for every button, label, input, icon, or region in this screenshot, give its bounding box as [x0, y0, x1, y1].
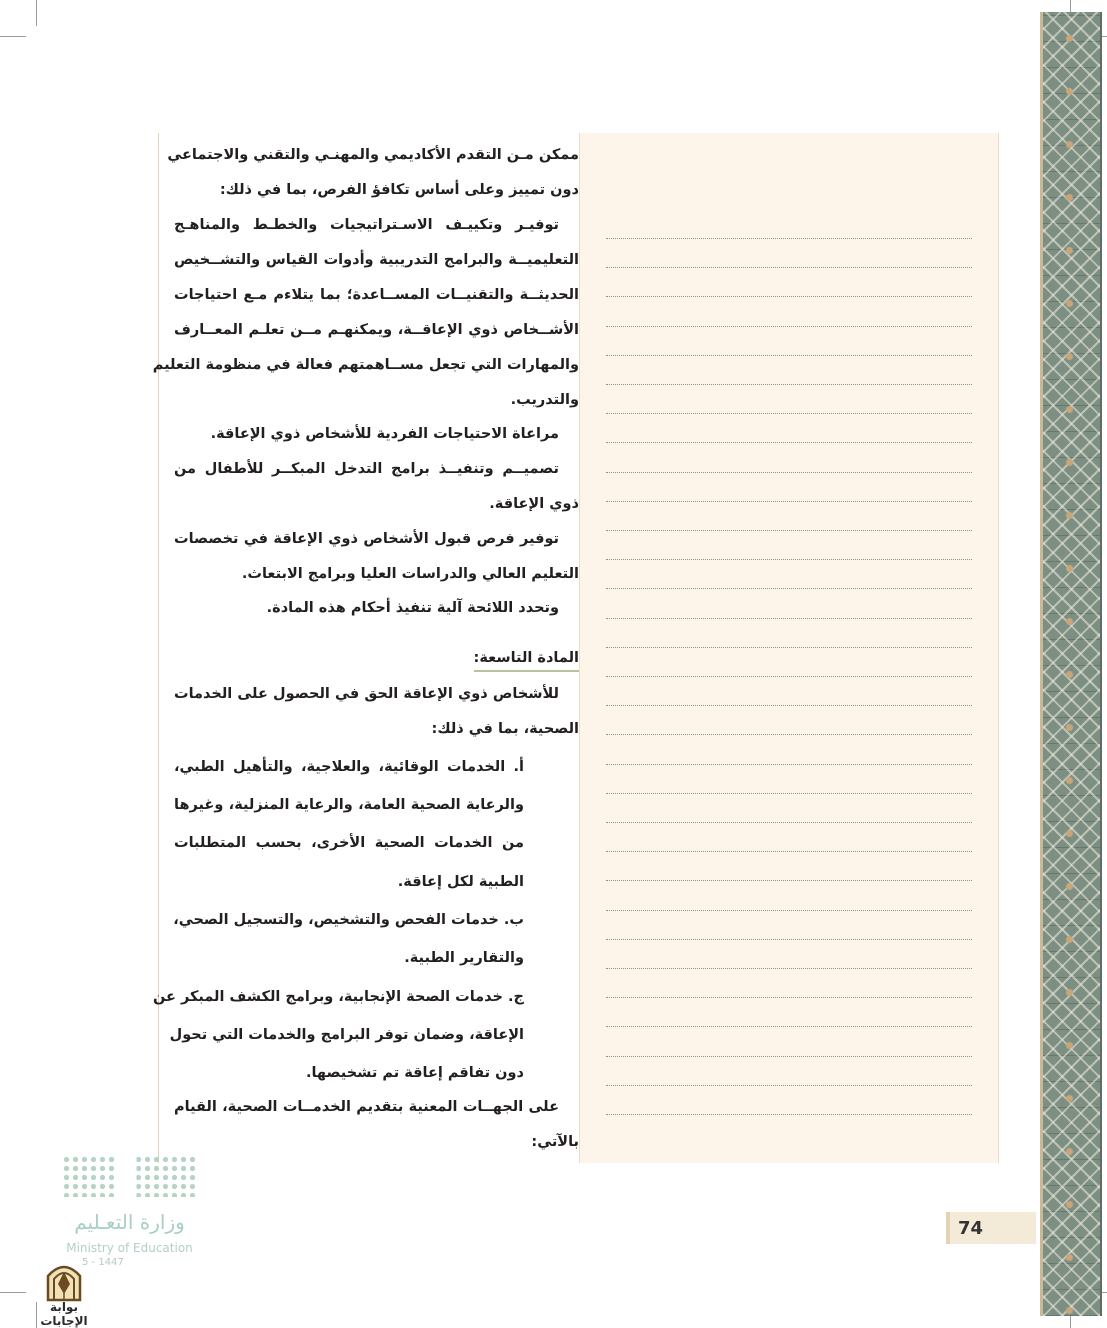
- text-line: الحديثــة والتقنيــات المســاعدة؛ بما يتلاءم مـع احتياجات: [174, 287, 579, 303]
- note-line: [606, 530, 972, 531]
- note-line: [606, 939, 972, 940]
- crop-mark: [36, 0, 37, 26]
- note-line: [606, 355, 972, 356]
- note-line: [606, 647, 972, 648]
- note-line: [606, 851, 972, 852]
- list-item-b: والتقارير الطبية.: [404, 950, 524, 966]
- list-item-a: أ. الخدمات الوقائية، والعلاجية، والتأهيل الطبي،: [174, 759, 524, 775]
- list-item-c: دون تفاقم إعاقة تم تشخيصها.: [305, 1065, 524, 1081]
- list-item-a: من الخدمات الصحية الأخرى، بحسب المتطلبات: [174, 835, 524, 851]
- notes-panel: [579, 133, 999, 1163]
- text-line: توفيـر وتكييـف الاسـتراتيجيات والخطـط والمناهـج: [174, 217, 559, 233]
- note-line: [606, 559, 972, 560]
- text-line: ذوي الإعاقة.: [489, 496, 579, 512]
- note-line: [606, 705, 972, 706]
- note-line: [606, 1085, 972, 1086]
- note-line: [606, 910, 972, 911]
- text-line: توفير فرص قبول الأشخاص ذوي الإعاقة في تخصصات: [174, 531, 559, 547]
- note-line: [606, 764, 972, 765]
- note-line: [606, 442, 972, 443]
- note-line: [606, 238, 972, 239]
- text-line: وتحدد اللائحة آلية تنفيذ أحكام هذه المادة.: [266, 600, 559, 616]
- note-line: [606, 296, 972, 297]
- list-item-b: ب. خدمات الفحص والتشخيص، والتسجيل الصحي،: [173, 912, 524, 928]
- ministry-name-english: Ministry of Education: [66, 1241, 193, 1255]
- list-item-a: الطبية لكل إعاقة.: [397, 874, 524, 890]
- note-line: [606, 968, 972, 969]
- note-line: [606, 880, 972, 881]
- note-line: [606, 1056, 972, 1057]
- list-item-a: والرعاية الصحية العامة، والرعاية المنزلية، وغيرها: [174, 797, 524, 813]
- text-line: مراعاة الاحتياجات الفردية للأشخاص ذوي الإعاقة.: [210, 426, 559, 442]
- note-line: [606, 734, 972, 735]
- note-line: [606, 267, 972, 268]
- text-line: بالآتي:: [531, 1134, 579, 1150]
- text-line: دون تمييز وعلى أساس تكافؤ الفرص، بما في ذلك:: [219, 182, 579, 198]
- text-line: التعليم العالي والدراسات العليا وبرامج الابتعاث.: [241, 566, 579, 582]
- note-line: [606, 997, 972, 998]
- note-line: [606, 1114, 972, 1115]
- note-line: [606, 793, 972, 794]
- note-line: [606, 588, 972, 589]
- note-line: [606, 501, 972, 502]
- note-line: [606, 384, 972, 385]
- ministry-year: 5 - 1447: [82, 1257, 124, 1268]
- text-line: التعليميــة والبرامج التدريبية وأدوات القياس والتشــخيص: [174, 252, 579, 268]
- text-line: الأشــخاص ذوي الإعاقــة، ويمكنهـم مــن تعلـم المعــارف: [174, 322, 579, 338]
- text-line: للأشخاص ذوي الإعاقة الحق في الحصول على الخدمات: [174, 686, 559, 702]
- text-line: على الجهــات المعنية بتقديم الخدمــات الصحية، القيام: [174, 1099, 559, 1115]
- watermark-label: بوابة الإجابات: [40, 1300, 88, 1328]
- text-line: والمهارات التي تجعل مســاهمتهم فعالة في منظومة التعليم: [152, 357, 579, 373]
- list-item-c: ج. خدمات الصحة الإنجابية، وبرامج الكشف المبكر عن: [152, 989, 524, 1005]
- decorative-border-pattern: [1040, 12, 1102, 1316]
- ministry-logo-icon: [62, 1155, 197, 1197]
- text-line: ممكن مـن التقدم الأكاديمي والمهنـي والتقني والاجتماعي: [167, 147, 579, 163]
- note-line: [606, 1026, 972, 1027]
- crop-mark: [0, 1292, 26, 1293]
- document-text: [152, 133, 579, 1163]
- note-line: [606, 326, 972, 327]
- gate-logo-icon: [44, 1258, 84, 1302]
- note-line: [606, 472, 972, 473]
- list-item-c: الإعاقة، وضمان توفر البرامج والخدمات التي تحول: [169, 1027, 524, 1043]
- text-line: تصميــم وتنفيــذ برامج التدخل المبكــر للأطفال من: [174, 461, 559, 477]
- ministry-name-arabic: وزارة التعـليم: [74, 1210, 185, 1234]
- note-line: [606, 822, 972, 823]
- text-line: والتدريب.: [510, 392, 579, 408]
- note-line: [606, 676, 972, 677]
- note-line: [606, 618, 972, 619]
- article-heading: المادة التاسعة:: [474, 648, 579, 672]
- note-line: [606, 413, 972, 414]
- crop-mark: [0, 36, 26, 37]
- page-number: 74: [946, 1212, 1036, 1244]
- text-line: الصحية، بما في ذلك:: [431, 721, 579, 737]
